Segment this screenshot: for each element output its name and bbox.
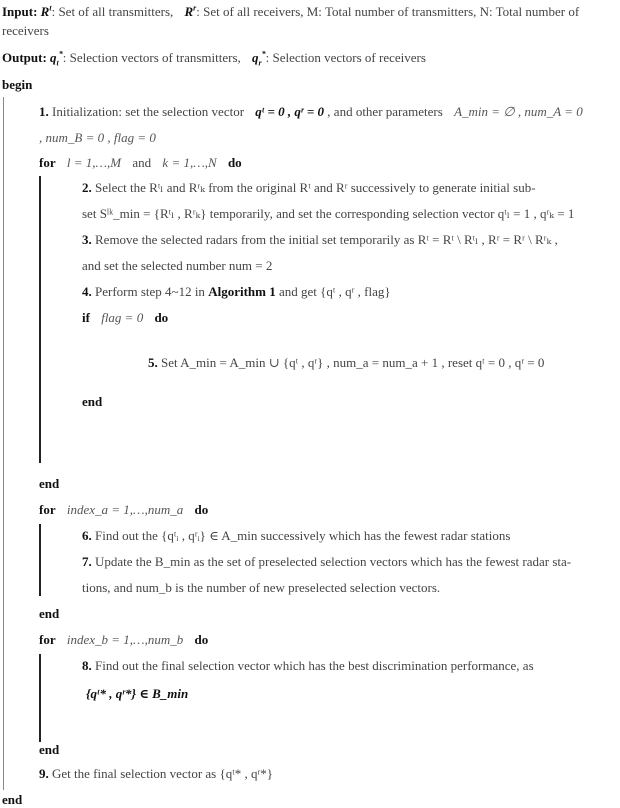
end-algorithm: end	[2, 792, 23, 807]
if-statement: if flag = 0 do	[82, 310, 169, 325]
step-3: 3. Remove the selected radars from the initial set temporarily as Rᵗ = Rᵗ \ Rᵗₗ , Rʳ = Rʳ \ Rʳₖ ,	[82, 232, 558, 247]
output-label: Output:	[2, 50, 47, 65]
input-line: Input: $R^t$: Set of all transmitters, $R^r$: Set of all receivers, M: Total number of transmitters, N: Total number of	[2, 3, 580, 19]
step-1: 1. Initialization: set the selection vector qᵗ = 0 , qʳ = 0 , and other parameters A_min = ∅ , num_A = 0	[39, 104, 583, 119]
begin-keyword: begin	[2, 77, 33, 92]
step-6: 6. Find out the {qᵗᵢ , qʳᵢ} ∈ A_min successively which has the fewest radar stations	[82, 528, 511, 543]
for-loop-1: for l = 1,…,M and k = 1,…,N do	[39, 155, 242, 170]
step-7-cont: tions, and num_b is the number of new preselected selection vectors.	[82, 580, 441, 595]
step-2-cont: set Sˡᵏ_min = {Rᵗₗ , Rʳₖ} temporarily, and set the corresponding selection vector qᵗₗ = 1 , qʳₖ = 1	[82, 206, 575, 221]
end-for-2: end	[39, 606, 60, 621]
input-line-cont: receivers	[2, 23, 49, 38]
input-label: Input:	[2, 4, 38, 19]
step-2: 2. Select the Rᵗₗ and Rʳₖ from the original Rᵗ and Rʳ successively to generate initial sub-	[82, 180, 536, 195]
for-loop-3: for index_b = 1,…,num_b do	[39, 632, 209, 647]
for-loop-2: for index_a = 1,…,num_a do	[39, 502, 209, 517]
step-7: 7. Update the B_min as the set of preselected selection vectors which has the fewest radar sta-	[82, 554, 572, 569]
output-line: Output: $q_t^*$: Selection vectors of transmitters, $q_r^*$: Selection vectors of receivers	[2, 49, 426, 68]
for-1-block-bar	[39, 176, 41, 463]
end-for-1: end	[39, 476, 60, 491]
step-5: 5. Set A_min = A_min ∪ {qᵗ , qʳ} , num_a = num_a + 1 , reset qᵗ = 0 , qʳ = 0	[148, 355, 545, 370]
step-8: 8. Find out the final selection vector which has the best discrimination performance, as	[82, 658, 534, 673]
step-9: 9. Get the final selection vector as {qᵗ* , qʳ*}	[39, 766, 274, 781]
end-for-3: end	[39, 742, 60, 757]
step-8-cont: {qᵗ* , qʳ*} ∈ B_min	[86, 686, 189, 701]
step-3-cont: and set the selected number num = 2	[82, 258, 273, 273]
math-rt: $R^t$	[40, 3, 52, 19]
for-2-block-bar	[39, 524, 41, 596]
outer-block-bar	[3, 97, 4, 790]
step-1-cont: , num_B = 0 , flag = 0	[39, 130, 156, 145]
end-if: end	[82, 394, 103, 409]
step-4: 4. Perform step 4~12 in Algorithm 1 and get {qᵗ , qʳ , flag}	[82, 284, 391, 299]
for-3-block-bar	[39, 654, 41, 742]
